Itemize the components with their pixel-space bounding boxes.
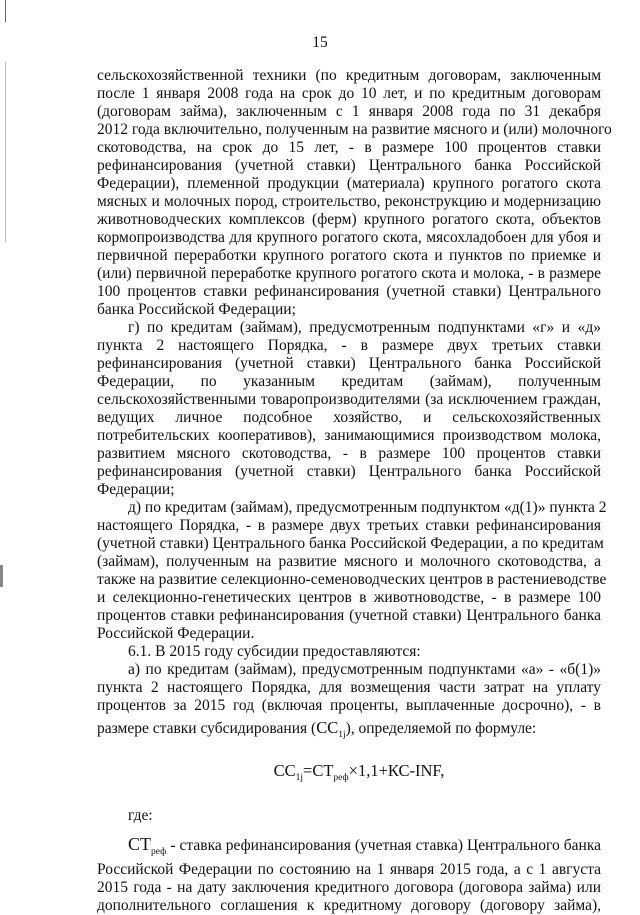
- scan-edge-line: [5, 62, 6, 242]
- text-line: (или) первичной переработке крупного рогатого скота и молока, - в размере: [97, 265, 601, 282]
- text-line: также на развитие селекционно-семеноводческих центров в растениеводстве: [97, 571, 607, 588]
- text-line: (займам), полученным на развитие мясного и молочного скотоводства, а: [97, 553, 601, 570]
- text-line: процентов ставки рефинансирования (учетной ставки) Центрального банка: [97, 607, 601, 624]
- text-line: 100 процентов ставки рефинансирования (учетной ставки) Центрального: [97, 283, 601, 300]
- paragraph-d-start: д) по кредитам (займам), предусмотренным подпунктом «д(1)» пункта 2: [128, 499, 607, 516]
- page-number: 15: [312, 34, 328, 51]
- text-line: настоящего Порядка, - в размере двух третьих ставки рефинансирования: [97, 517, 601, 534]
- text-line: животноводческих комплексов (ферм) крупного рогатого скота, объектов: [97, 211, 601, 228]
- document-body: [97, 67, 612, 915]
- rate-symbol-subscript: 1j: [338, 730, 346, 740]
- text-line: (учетной ставки) Центрального банка Российской Федерации, а по кредитам: [97, 535, 604, 552]
- text-line: после 1 января 2008 года на срок до 10 лет, и по кредитным договорам: [97, 85, 601, 102]
- text-line: сельскохозяйственными товаропроизводителями (за исключением граждан,: [97, 391, 601, 408]
- paragraph-a-start: а) по кредитам (займам), предусмотренным подпунктами «а» - «б(1)»: [128, 661, 601, 678]
- rate-definition-line: размере ставки субсидирования $(СС_{1j})$, определяемой по формуле:: [97, 718, 537, 740]
- text-line: и селекционно-генетических центров в животноводстве, - в размере 100: [97, 589, 601, 606]
- text-line: Российской Федерации по состоянию на 1 января 2015 года, а с 1 августа: [97, 861, 601, 878]
- text-line: сельскохозяйственной техники (по кредитным договорам, заключенным: [97, 67, 601, 84]
- text-line: развитием мясного скотоводства, - в размере 100 процентов ставки: [97, 445, 601, 462]
- text-line: 2015 года - на дату заключения кредитного договора (договора займа) или: [97, 879, 601, 896]
- subsidy-formula: $СС_{1j}=СТ_{реф}\times 1,1+КС$-INF,: [273, 761, 445, 783]
- text-line: рефинансирования (учетной ставки) Центрального банка Российской: [97, 157, 601, 174]
- where-label: где:: [128, 807, 153, 824]
- text-line: потребительских кооперативов), занимающимися производством молока,: [97, 427, 601, 444]
- definition-first-line: $СТ_{реф}$ - ставка рефинансирования (учетная ставка) Центрального банка: [128, 834, 601, 857]
- definition-symbol-subscript: реф: [151, 847, 167, 857]
- text-line: Федерации;: [97, 481, 175, 498]
- section-6-1-heading: 6.1. В 2015 году субсидии предоставляются:: [128, 643, 421, 660]
- text-line: пункта 2 настоящего Порядка, для возмещения части затрат на уплату: [97, 679, 601, 696]
- text-line: Российской Федерации.: [97, 625, 255, 642]
- text-line: пункта 2 настоящего Порядка, - в размере двух третьих ставки: [97, 337, 601, 354]
- text-line: Федерации), племенной продукции (материала) крупного рогатого скота: [97, 175, 601, 192]
- text-line: рефинансирования (учетной ставки) Центрального банка Российской: [97, 355, 601, 372]
- text-line: (договорам займа), заключенным с 1 января 2008 года по 31 декабря: [97, 103, 601, 120]
- text-line: скотоводства, на срок до 15 лет, - в размере 100 процентов ставки: [97, 139, 601, 156]
- text-line: кормопроизводства для крупного рогатого скота, мясохладобоен для убоя и: [97, 229, 601, 246]
- text-line: 2012 года включительно, полученным на развитие мясного и (или) молочного: [97, 121, 612, 138]
- text-line: процентов за 2015 год (включая проценты, выплаченные досрочно), - в: [97, 697, 601, 714]
- text-line: рефинансирования (учетной ставки) Центрального банка Российской: [97, 463, 601, 480]
- text-line: дополнительного соглашения к кредитному договору (договору займа),: [97, 897, 601, 914]
- text-line: банка Российской Федерации;: [97, 301, 296, 318]
- scan-edge-line: [5, 0, 6, 22]
- text-line: ведущих личное подсобное хозяйство, и сельскохозяйственных: [97, 409, 601, 426]
- rate-symbol: СС: [316, 718, 339, 737]
- text-line: первичной переработки крупного рогатого скота и пунктов по приемке и: [97, 247, 601, 264]
- text-line: Федерации, по указанным кредитам (займам), полученным: [97, 373, 601, 390]
- scan-edge-mark: [0, 565, 3, 587]
- definition-symbol: СТ: [128, 834, 152, 854]
- text-line: мясных и молочных пород, строительство, реконструкцию и модернизацию: [97, 193, 601, 210]
- paragraph-g-start: г) по кредитам (займам), предусмотренным подпунктами «г» и «д»: [128, 319, 601, 336]
